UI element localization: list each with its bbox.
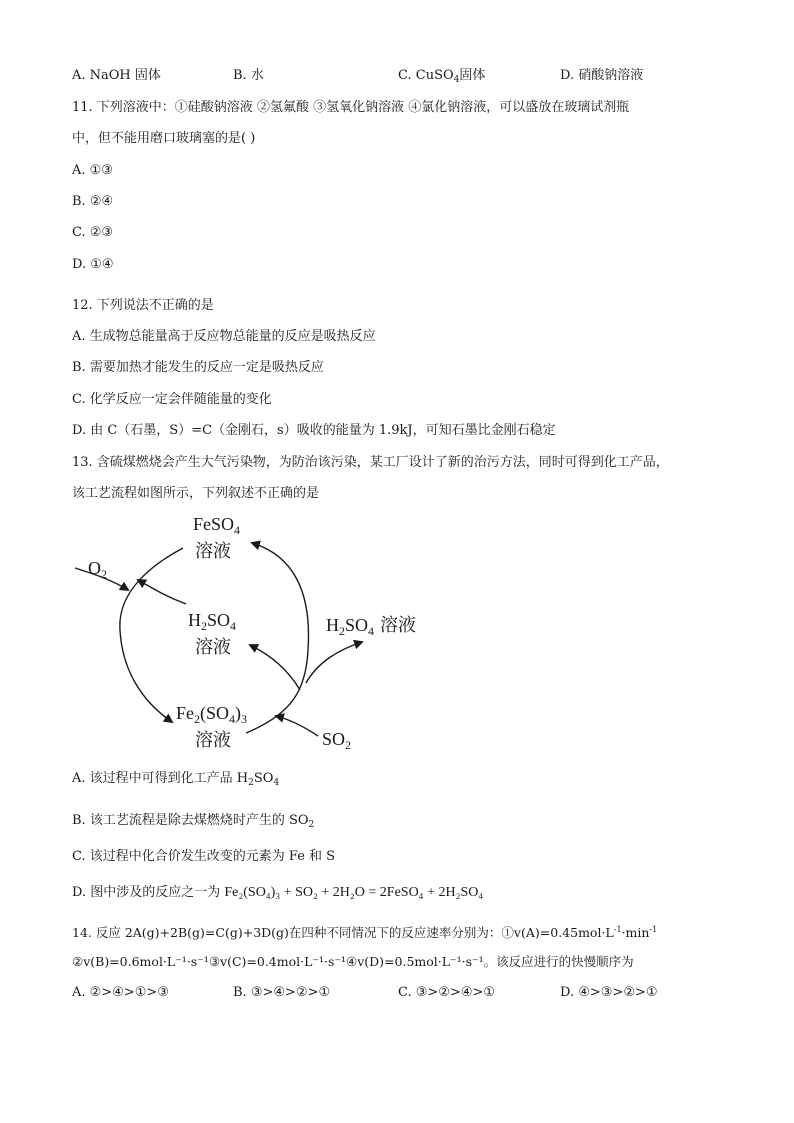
- feso4-solution-label: 溶液: [195, 541, 231, 561]
- h2so4-return-arrow: [138, 580, 186, 604]
- h2so4-product-label: $H_2SO_4$ 溶液: [326, 615, 417, 638]
- q11-option-d: D. ①④: [72, 257, 114, 272]
- q12-option-b: B. 需要加热才能发生的反应一定是吸热反应: [72, 360, 324, 375]
- o2-label: $O_2$: [88, 558, 107, 581]
- q12-option-a: A. 生成物总能量高于反应物总能量的反应是吸热反应: [72, 329, 376, 344]
- q14-stem-line2: ②v(B)=0.6mol·L⁻¹·s⁻¹③v(C)=0.4mol·L⁻¹·s⁻¹④v(D)=0.5mol·L⁻¹·s⁻¹。该反应进行的快慢顺序为: [72, 954, 634, 969]
- q11-stem-line1: 11. 下列溶液中：①硅酸钠溶液 ②氢氟酸 ③氢氧化钠溶液 ④氯化钠溶液，可以盛放在玻璃试剂瓶: [72, 100, 630, 115]
- q10-option-b: B. 水: [233, 68, 264, 83]
- q11-option-b: B. ②④: [72, 194, 114, 209]
- q11-option-a: A. ①③: [72, 163, 113, 178]
- q13-option-d-formula: Fe₂(SO₄)₃ + SO₂ + 2H₂O = 2FeSO₄ + 2H₂SO₄: [224, 885, 484, 900]
- so2-label: $SO_2$: [322, 729, 352, 752]
- h2so4-split-arrow: [250, 645, 300, 690]
- q14-stem-line1: 14. 反应 2A(g)+2B(g)=C(g)+3D(g)在四种不同情况下的反应速率分别为：$①v(A)=0.45mol\cdot L^{-1}\cdot\min^{-1}$: [72, 925, 658, 940]
- so2-input-arrow: [276, 716, 318, 736]
- q12-option-c: C. 化学反应一定会伴随能量的变化: [72, 392, 272, 407]
- q14-option-a: A. ②>④>①>③: [72, 985, 169, 1000]
- o2-input-arrow: [75, 568, 128, 590]
- q14-option-b: B. ③>④>②>①: [233, 985, 331, 1000]
- h2so4-product-arrow: [306, 642, 362, 683]
- q14-option-d: D. ④>③>②>①: [560, 985, 658, 1000]
- h2so4-label: $H_2SO_4$: [188, 610, 237, 633]
- q10-option-a: A. NaOH 固体: [72, 68, 161, 83]
- q10-option-c: C. CuSO$_4$固体: [398, 68, 486, 85]
- q10-option-d: D. 硝酸钠溶液: [560, 68, 644, 83]
- cycle-left-arc-arrow: [120, 548, 183, 722]
- q13-option-c: C. 该过程中化合价发生改变的元素为 Fe 和 S: [72, 849, 336, 864]
- q13-option-a: A. 该过程中可得到化工产品 $H_2SO_4$: [72, 771, 280, 788]
- q11-option-c: C. ②③: [72, 225, 114, 240]
- q12-stem: 12. 下列说法不正确的是: [72, 298, 214, 313]
- feso4-label: FeSO$_4$: [193, 514, 241, 537]
- q14-option-c: C. ③>②>④>①: [398, 985, 496, 1000]
- q13-option-b: B. 该工艺流程是除去煤燃烧时产生的 $SO_2$: [72, 813, 315, 830]
- fe2so43-solution-label: 溶液: [195, 730, 231, 750]
- fe2so43-label: $Fe_2(SO_4)_3$: [176, 703, 248, 726]
- q11-stem-line2: 中，但不能用磨口玻璃塞的是( ): [72, 131, 256, 146]
- q13-option-d: D. 图中涉及的反应之一为 Fe₂(SO₄)₃ + SO₂ + 2H₂O = 2FeSO₄ + 2H₂SO₄: [72, 885, 484, 900]
- q13-stem-line1: 13. 含硫煤燃烧会产生大气污染物，为防治该污染，某工厂设计了新的治污方法，同时可得到化工产品，: [72, 455, 669, 470]
- q13-stem-line2: 该工艺流程如图所示，下列叙述不正确的是: [72, 486, 320, 501]
- h2so4-solution-label: 溶液: [195, 637, 231, 657]
- q12-option-d: D. 由 C（石墨，S）=C（金刚石，s）吸收的能量为 1.9kJ，可知石墨比金刚石稳定: [72, 423, 556, 438]
- cycle-right-arc-arrow: [246, 543, 309, 733]
